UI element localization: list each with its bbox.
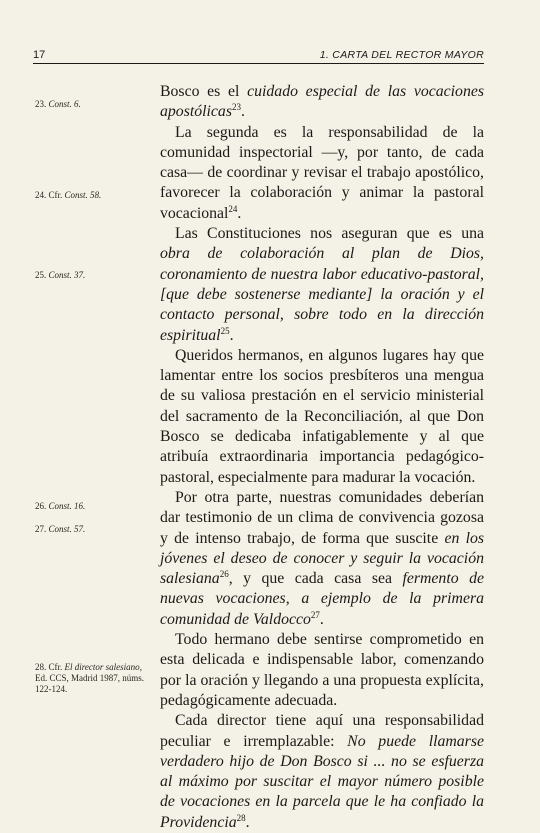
footnote-text: Const. 6. [48, 99, 81, 109]
footnote-text: Const. 57. [48, 524, 86, 534]
text-run: Las Constituciones nos aseguran que es una [175, 225, 484, 243]
text-run: . [319, 610, 324, 628]
footnote-ref: 28 [236, 812, 246, 823]
paragraph-2 [160, 123, 484, 224]
footnote-ref: 25 [220, 325, 230, 336]
italic-quote: cuidado especial de las vocaciones apostólicas [160, 83, 485, 121]
footnote-25 [35, 270, 147, 281]
text-run: . [245, 813, 250, 831]
text-run: , y que cada casa sea [228, 570, 403, 588]
text-run: La segunda es la responsabilidad de la comunidad inspectorial —y, por tanto, de cada casa— de coordinar y revisar el trabajo apostólico, favorecer la colaboración y animar la pastoral vocacional [160, 123, 484, 222]
footnote-23 [35, 99, 147, 110]
footnote-text: Const. 58. [64, 190, 102, 200]
footnote-ref: 27 [310, 609, 320, 620]
running-head: 1. CARTA DEL RECTOR MAYOR [319, 49, 484, 61]
italic-quote: No puede llamarse verdadero hijo de Don Bosco si ... no se esfuerza al máximo por suscitar el mayor número posible de vocaciones en la parcela que le ha confiado la Providencia [160, 732, 484, 831]
italic-quote: en los jóvenes el deseo de conocer y seguir la vocación salesiana [160, 529, 485, 588]
footnote-text: , Ed. CCS, Madrid 1987, núms. 122-124. [35, 662, 145, 694]
footnote-text: Const. 16. [48, 501, 86, 511]
page-number: 17 [33, 49, 46, 61]
footnote-ref: 24 [228, 203, 238, 214]
footnote-26 [35, 501, 147, 512]
italic-quote: obra de colaboración al plan de Dios, coronamiento de nuestra labor educativo-pastoral, [que debe sostenerse mediante] la oración y el contacto personal, sobre todo en la dirección espiritual [160, 245, 484, 344]
paragraph-4: Queridos hermanos, en algunos lugares hay que lamentar entre los socios presbíteros una mengua de su valiosa prestación en el servicio ministerial del sacramento de la Reconciliación, al que Don Bosco se dedicaba infatigablemente y al que atribuía extraordinaria importancia pedagógico-pastoral, especialmente para madurar la vocación. [160, 346, 484, 486]
footnote-number: 25. [35, 270, 47, 280]
paragraph-3 [160, 224, 484, 346]
main-text [160, 82, 484, 833]
text-run: Por otra parte, nuestras comunidades deberían dar testimonio de un clima de convivencia gozosa y de intenso trabajo, de forma que suscite [160, 488, 484, 547]
footnote-number: 28. [35, 662, 47, 672]
footnote-prefix: Cfr. [48, 190, 65, 200]
text-run: . [229, 326, 234, 344]
footnote-title: El director salesiano [64, 662, 140, 672]
footnote-27 [35, 524, 147, 535]
footnote-ref: 26 [219, 569, 229, 580]
footnote-28 [35, 662, 147, 695]
footnote-number: 23. [35, 99, 47, 109]
paragraph-5 [160, 488, 484, 630]
page-header [33, 49, 484, 64]
text-run: . [237, 204, 242, 222]
text-run: Cada director tiene aquí una responsabilidad peculiar e irremplazable: [160, 712, 484, 750]
paragraph-7 [160, 711, 484, 833]
footnote-prefix: Cfr. [48, 662, 65, 672]
footnote-number: 27. [35, 524, 47, 534]
italic-quote: fermento de nuevas vocaciones, a ejemplo de la primera comunidad de Valdocco [160, 570, 485, 628]
footnote-number: 24. [35, 190, 47, 200]
footnote-ref: 23 [231, 102, 241, 113]
footnote-number: 26. [35, 501, 47, 511]
paragraph-1 [160, 82, 484, 123]
text-run: Bosco es el [160, 83, 248, 100]
footnote-24 [35, 190, 147, 201]
paragraph-6: Todo hermano debe sentirse comprometido en esta delicada e indispensable labor, comenzando por la oración y llegando a una propuesta explícita, pedagógicamente adecuada. [160, 631, 484, 709]
footnote-text: Const. 37. [48, 270, 86, 280]
text-run: . [240, 103, 245, 121]
